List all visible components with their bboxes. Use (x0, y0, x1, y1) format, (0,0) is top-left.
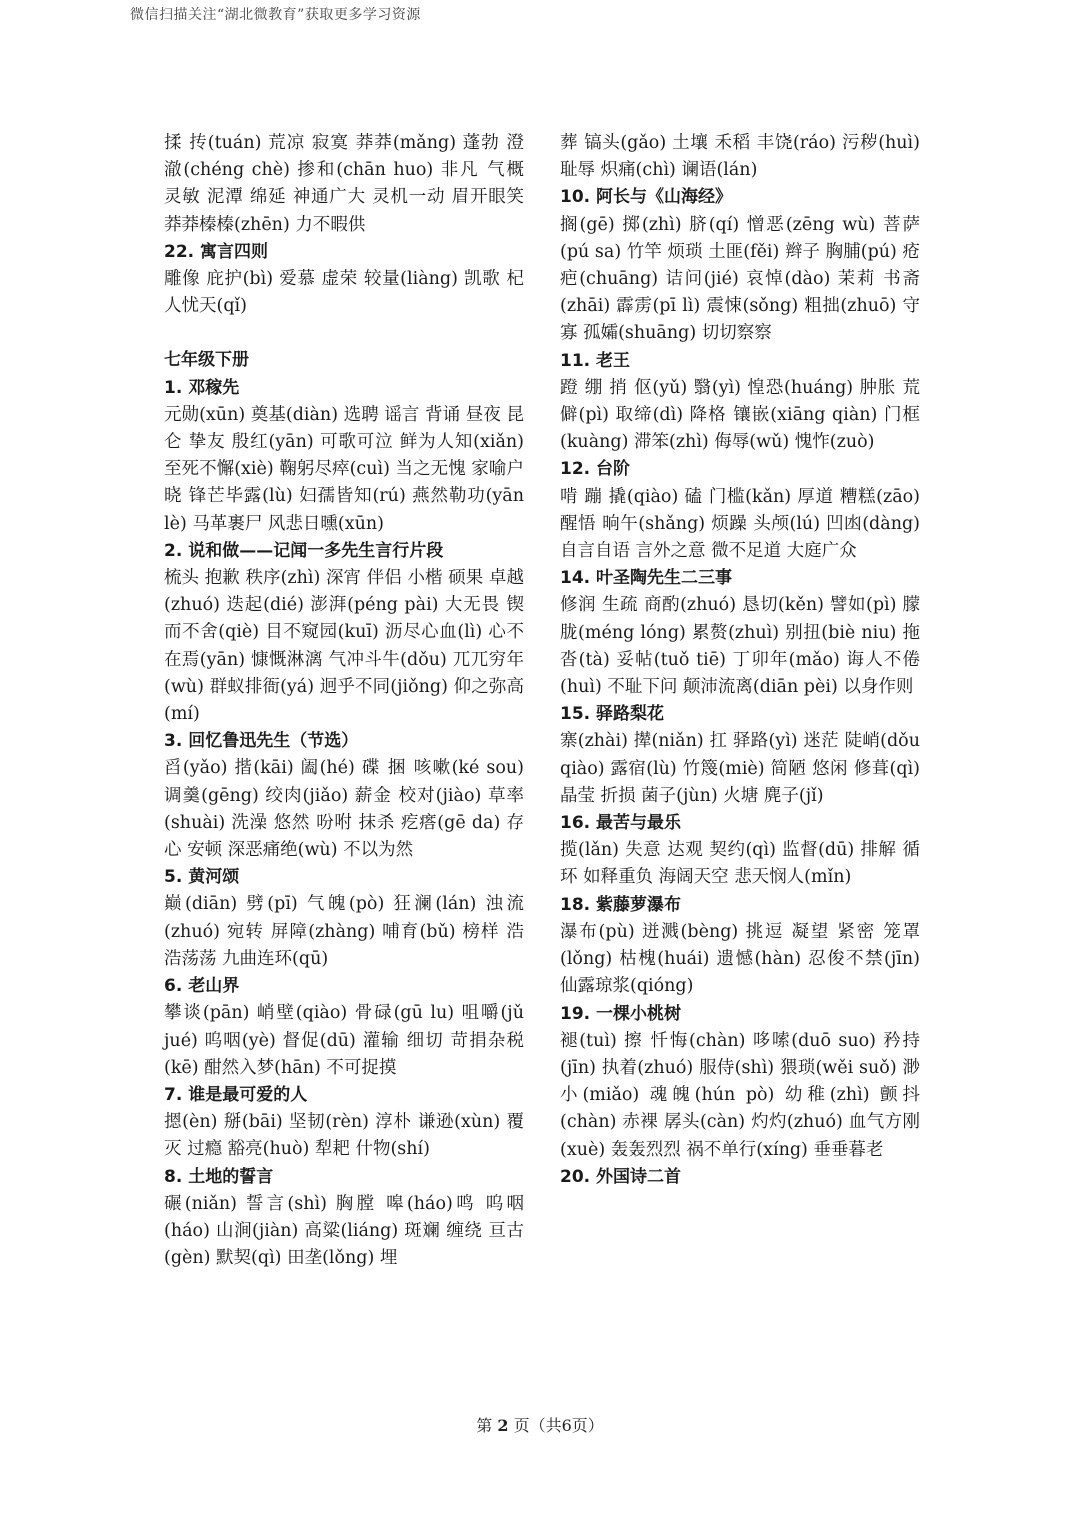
lesson-heading: 22. 寓言四则 (164, 241, 269, 262)
page-current: 2 (497, 1416, 509, 1435)
page-prefix: 第 (476, 1416, 493, 1435)
vocab-block: 瀑布(pù) 迸溅(bèng) 挑逗 凝望 紧密 笼罩(lǒng) 枯槐(huái) 遗憾(hàn) 忍俊不禁(jīn) 仙露琼浆(qióng) (560, 921, 920, 997)
lesson-heading: 20. 外国诗二首 (560, 1166, 682, 1187)
lesson-heading: 18. 紫藤萝瀑布 (560, 894, 682, 915)
vocab-block: 寨(zhài) 撵(niǎn) 扛 驿路(yì) 迷茫 陡峭(dǒu qiào) 露宿(lù) 竹篾(miè) 简陋 悠闲 修葺(qì) 晶莹 折损 菌子(jùn) 火塘 麂子(jǐ) (560, 731, 920, 806)
page-suffix: 页（共6页） (513, 1416, 604, 1435)
vocab-block: 啃 蹦 撬(qiào) 磕 门槛(kǎn) 厚道 糟糕(zāo) 醒悟 晌午(shǎng) 烦躁 头颅(lú) 凹凼(dàng) 自言自语 言外之意 微不足道 大庭广众 (560, 486, 920, 562)
vocab-block: 褪(tuì) 擦 忏悔(chàn) 哆嗦(duō suo) 矜持(jīn) 执着(zhuó) 服侍(shì) 猥琐(wěi suǒ) 渺小(miǎo) 魂魄(hún pò) 幼稚(zhì) 颤抖(chàn) 赤裸 孱头(càn) 灼灼(zhuó) 血气方刚(xuè) 轰轰烈烈 祸不单行(xíng) 垂垂暮老 (560, 1030, 920, 1160)
lesson-heading: 6. 老山界 (164, 976, 240, 997)
vocab-block: 摁(èn) 掰(bāi) 坚韧(rèn) 淳朴 谦逊(xùn) 覆灭 过瘾 豁亮(huò) 犁耙 什物(shí) (164, 1112, 524, 1160)
lesson-heading: 8. 土地的誓言 (164, 1166, 274, 1187)
lesson-heading: 7. 谁是最可爱的人 (164, 1084, 308, 1105)
lesson-heading: 16. 最苦与最乐 (560, 813, 682, 834)
vocab-block: 蹬 绷 捎 伛(yǔ) 翳(yì) 惶恐(huáng) 肿胀 荒僻(pì) 取缔(dì) 降格 镶嵌(xiāng qiàn) 门框(kuàng) 滞笨(zhì) 侮辱(wǔ) 愧怍(zuò) (560, 377, 920, 453)
lesson-heading: 5. 黄河颂 (164, 867, 240, 888)
vocab-block: 雕像 庇护(bì) 爱慕 虚荣 较量(liàng) 凯歌 杞人忧天(qǐ) (164, 269, 524, 317)
vocab-block: 揉 抟(tuán) 荒凉 寂寞 莽莽(mǎng) 蓬勃 澄澈(chéng chè) 掺和(chān huo) 非凡 气概 灵敏 泥潭 绵延 神通广大 灵机一动 眉开眼笑 莽莽榛榛(zhēn) 力不暇供 (164, 133, 524, 235)
header-note: 微信扫描关注“湖北微教育”获取更多学习资源 (130, 7, 421, 23)
lesson-heading: 12. 台阶 (560, 459, 631, 480)
vocab-block: 碾(niǎn) 誓言(shì) 胸膛 嗥(háo)鸣 呜咽(háo) 山涧(jiàn) 高粱(liáng) 斑斓 缠绕 亘古(gèn) 默契(qì) 田垄(lǒng) 埋 (164, 1193, 524, 1269)
lesson-heading: 19. 一棵小桃树 (560, 1003, 682, 1024)
lesson-heading: 11. 老王 (560, 350, 631, 371)
vocab-block: 搁(gē) 掷(zhì) 脐(qí) 憎恶(zēng wù) 菩萨(pú sa) 竹竿 烦琐 土匪(fěi) 辫子 胸脯(pú) 疮疤(chuāng) 诘问(jié) 哀悼(dào) 茉莉 书斋(zhāi) 霹雳(pī lì) 震悚(sǒng) 粗拙(zhuō) 守寡 孤孀(shuāng) 切切察察 (560, 214, 920, 344)
lesson-heading: 15. 驿路梨花 (560, 704, 665, 725)
vocab-block: 元勋(xūn) 奠基(diàn) 选聘 谣言 背诵 昼夜 昆仑 挚友 殷红(yān) 可歌可泣 鲜为人知(xiǎn) 至死不懈(xiè) 鞠躬尽瘁(cuì) 当之无愧 家喻户晓 锋芒毕露(lù) 妇孺皆知(rú) 燕然勒功(yān lè) 马革裹尸 风悲日曛(xūn) (164, 404, 524, 534)
lesson-heading: 10. 阿长与《山海经》 (560, 187, 733, 208)
lesson-heading: 3. 回忆鲁迅先生（节选） (164, 731, 359, 752)
right-column (560, 130, 920, 1191)
left-column (164, 130, 524, 1272)
vocab-block: 修润 生疏 商酌(zhuó) 恳切(kěn) 譬如(pì) 朦胧(méng lóng) 累赘(zhuì) 别扭(biè niu) 拖沓(tà) 妥帖(tuǒ tiē) 丁卯年(mǎo) 诲人不倦(huì) 不耻下问 颠沛流离(diān pèi) 以身作则 (560, 595, 920, 698)
vocab-block: 攀谈(pān) 峭壁(qiào) 骨碌(gū lu) 咀嚼(jǔ jué) 呜咽(yè) 督促(dū) 灌输 细切 苛捐杂税(kē) 酣然入梦(hān) 不可捉摸 (164, 1003, 524, 1078)
lesson-heading: 1. 邓稼先 (164, 377, 240, 398)
vocab-block: 巅(diān) 劈(pī) 气魄(pò) 狂澜(lán) 浊流(zhuó) 宛转 屏障(zhàng) 哺育(bǔ) 榜样 浩浩荡荡 九曲连环(qū) (164, 894, 524, 969)
vocab-block: 葬 镐头(gǎo) 土壤 禾稻 丰饶(ráo) 污秽(huì) 耻辱 炽痛(chì) 谰语(lán) (560, 133, 920, 181)
grade-heading: 七年级下册 (164, 350, 249, 371)
lesson-heading: 14. 叶圣陶先生二三事 (560, 568, 733, 589)
vocab-block: 舀(yǎo) 揩(kāi) 阖(hé) 碟 捆 咳嗽(ké sou) 调羹(gēng) 绞肉(jiǎo) 薪金 校对(jiào) 草率(shuài) 洗澡 悠然 吩咐 抹杀 疙瘩(gē da) 存心 安顿 深恶痛绝(wù) 不以为然 (164, 758, 524, 861)
vocab-block: 梳头 抱歉 秩序(zhì) 深宵 伴侣 小楷 硕果 卓越(zhuó) 迭起(dié) 澎湃(péng pài) 大无畏 锲而不舍(qiè) 目不窥园(kuī) 沥尽心血(lì) 心不在焉(yān) 慷慨淋漓 气冲斗牛(dǒu) 兀兀穷年(wù) 群蚁排衙(yá) 迥乎不同(jiǒng) 仰之弥高(mí) (164, 568, 524, 725)
vocab-block: 揽(lǎn) 失意 达观 契约(qì) 监督(dū) 排解 循环 如释重负 海阔天空 悲天悯人(mǐn) (560, 840, 920, 888)
page-number (0, 1413, 1080, 1436)
lesson-heading: 2. 说和做——记闻一多先生言行片段 (164, 540, 444, 561)
